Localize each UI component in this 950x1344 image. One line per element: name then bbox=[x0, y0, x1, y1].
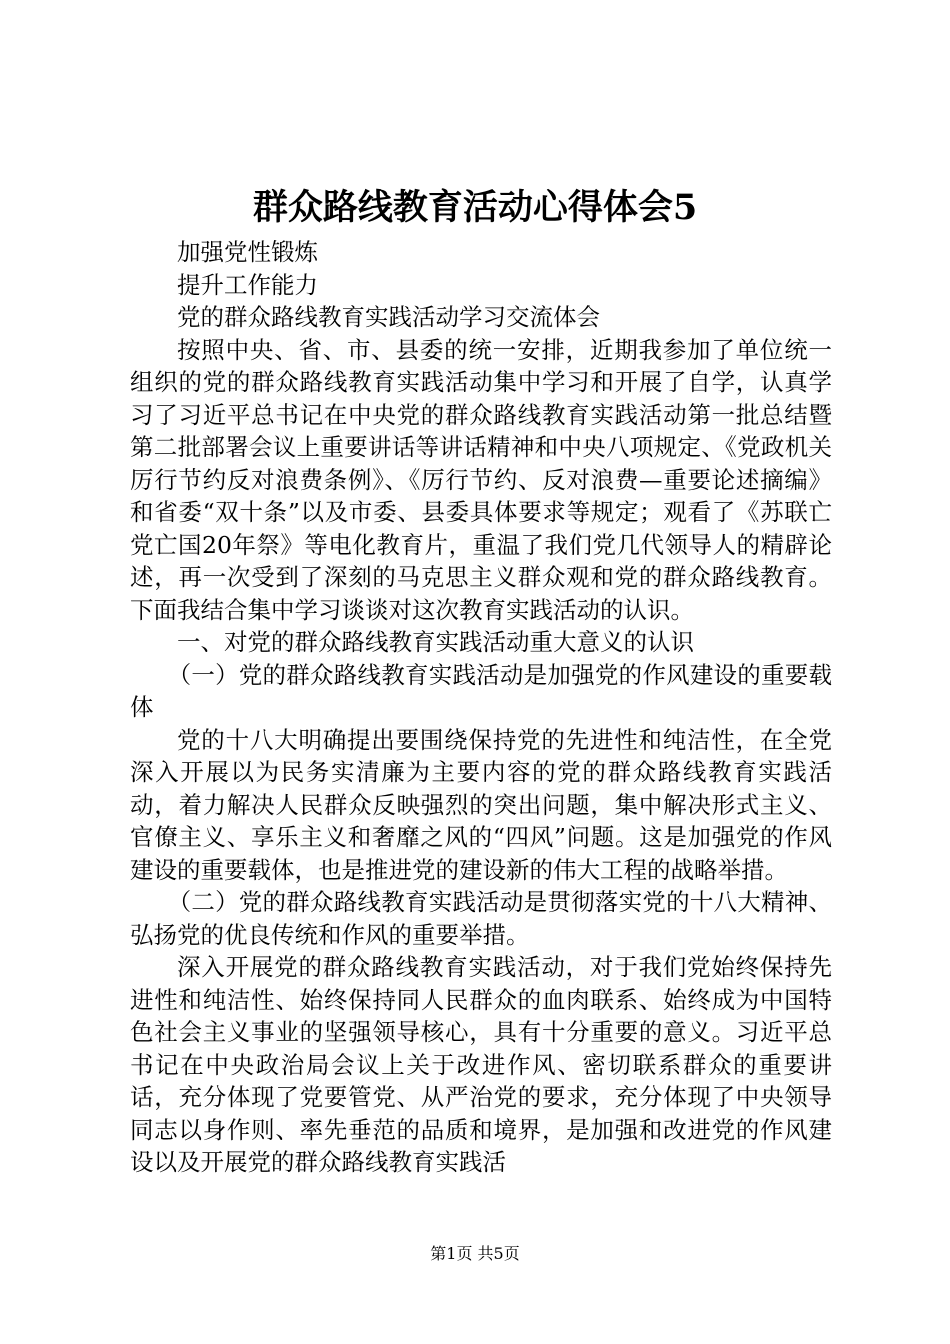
subtitle-line-2: 提升工作能力 bbox=[177, 270, 318, 299]
body-paragraph: 按照中央、省、市、县委的统一安排，近期我参加了单位统一组织的党的群众路线教育实践活动集中学习和开展了自学，认真学习了习近平总书记在中央党的群众路线教育实践活动第一批总结暨第二批部署会议上重要讲话等讲话精神和中央八项规定、《党政机关厉行节约反对浪费条例》、《厉行节约、反对浪费—重要论述摘编》和省委“双十条”以及市委、县委具体要求等规定；观看了《苏联亡党亡国20年祭》等电化教育片，重温了我们党几代领导人的精辟论述，再一次受到了深刻的马克思主义群众观和党的群众路线教育。下面我结合集中学习谈谈对这次教育实践活动的认识。 bbox=[130, 335, 832, 624]
body-paragraph: 党的十八大明确提出要围绕保持党的先进性和纯洁性，在全党深入开展以为民务实清廉为主要内容的党的群众路线教育实践活动，着力解决人民群众反映强烈的突出问题，集中解决形式主义、官僚主义、享乐主义和奢靡之风的“四风”问题。这是加强党的作风建设的重要载体，也是推进党的建设新的伟大工程的战略举措。 bbox=[130, 725, 832, 884]
document-body bbox=[130, 236, 832, 1179]
body-paragraph: 深入开展党的群众路线教育实践活动，对于我们党始终保持先进性和纯洁性、始终保持同人民群众的血肉联系、始终成为中国特色社会主义事业的坚强领导核心，具有十分重要的意义。习近平总书记在中央政治局会议上关于改进作风、密切联系群众的重要讲话，充分体现了党要管党、从严治党的要求，充分体现了中央领导同志以身作则、率先垂范的品质和境界，是加强和改进党的作风建设以及开展党的群众路线教育实践活 bbox=[130, 953, 832, 1176]
page-footer: 第1页 共5页 bbox=[430, 1244, 520, 1263]
subsection-heading: （一）党的群众路线教育实践活动是加强党的作风建设的重要载体 bbox=[130, 660, 832, 721]
section-heading: 一、对党的群众路线教育实践活动重大意义的认识 bbox=[177, 628, 694, 656]
subtitle-line-3: 党的群众路线教育实践活动学习交流体会 bbox=[177, 303, 600, 331]
subsection-heading: （二）党的群众路线教育实践活动是贯彻落实党的十八大精神、弘扬党的优良传统和作风的重要举措。 bbox=[130, 888, 832, 949]
document-title: 群众路线教育活动心得体会5 bbox=[252, 187, 698, 228]
subtitle-line-1: 加强党性锻炼 bbox=[177, 238, 318, 266]
